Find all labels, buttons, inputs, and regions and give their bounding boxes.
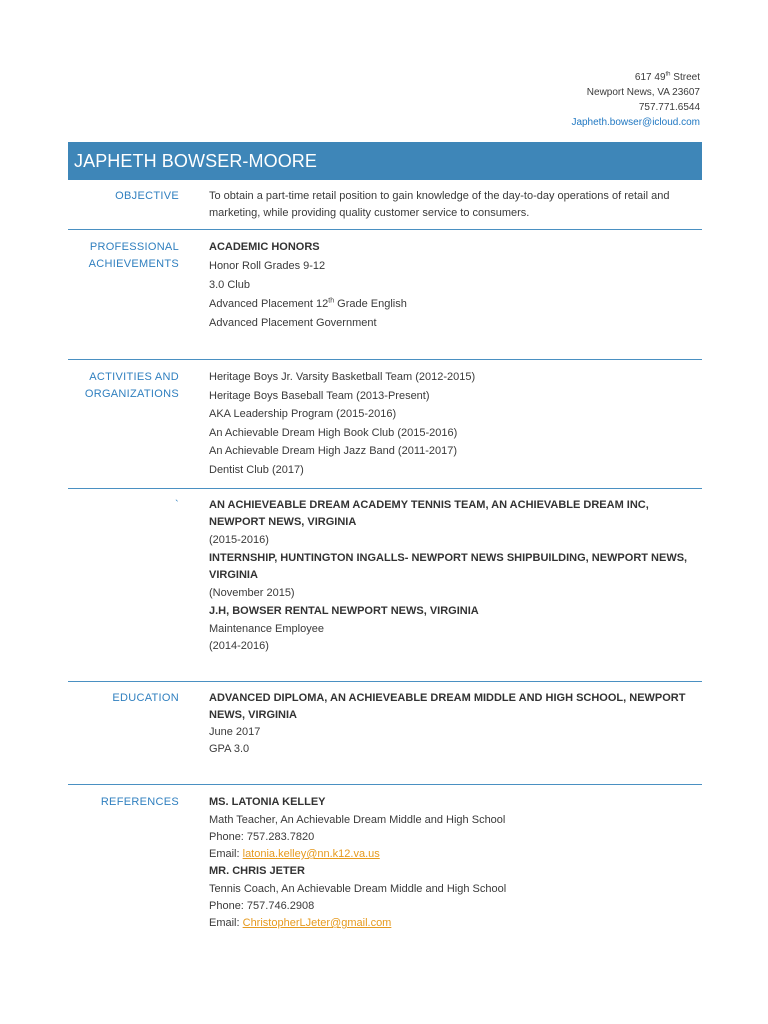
job-date: (2014-2016) <box>209 640 269 652</box>
job-title: J.H, BOWSER RENTAL NEWPORT NEWS, VIRGINIA <box>209 605 479 617</box>
references-label: REFERENCES <box>100 796 179 808</box>
reference-email-row: Email: ChristopherLJeter@gmail.com <box>209 917 392 929</box>
reference-email-link[interactable]: ChristopherLJeter@gmail.com <box>242 917 392 929</box>
academic-honors-heading: ACADEMIC HONORS <box>209 241 320 253</box>
experience-content <box>209 497 702 655</box>
section-divider <box>68 681 702 682</box>
achievements-content <box>209 239 702 332</box>
reference-phone: Phone: 757.283.7820 <box>209 831 315 843</box>
job-role: Maintenance Employee <box>209 623 324 635</box>
objective-label: OBJECTIVE <box>115 190 179 202</box>
reference-name: MR. CHRIS JETER <box>209 865 305 877</box>
objective-text: To obtain a part-time retail position to gain knowledge of the day-to-day operations of retail and marketing, while providing quality customer service to consumers. <box>209 190 670 219</box>
list-item: Heritage Boys Baseball Team (2013-Present) <box>209 389 430 402</box>
list-item: Advanced Placement Government <box>209 317 377 329</box>
activities-label: ACTIVITIES AND ORGANIZATIONS <box>84 371 179 400</box>
section-divider <box>68 229 702 230</box>
reference-email-link[interactable]: latonia.kelley@nn.k12.va.us <box>242 848 380 860</box>
reference-email-row: Email: latonia.kelley@nn.k12.va.us <box>209 848 380 860</box>
reference-title: Math Teacher, An Achievable Dream Middle and High School <box>209 814 506 826</box>
achievements-label: PROFESSIONAL ACHIEVEMENTS <box>88 241 179 270</box>
section-divider <box>68 359 702 360</box>
activities-content <box>209 369 702 479</box>
experience-label: ` <box>175 499 179 511</box>
contact-city: Newport News, VA 23607 <box>586 87 700 98</box>
job-title: AN ACHIEVEABLE DREAM ACADEMY TENNIS TEAM, AN ACHIEVABLE DREAM INC, NEWPORT NEWS, VIRGINIA <box>209 499 649 528</box>
list-item: Dentist Club (2017) <box>209 463 304 476</box>
degree-title: ADVANCED DIPLOMA, AN ACHIEVEABLE DREAM MIDDLE AND HIGH SCHOOL, NEWPORT NEWS, VIRGINIA <box>209 692 686 721</box>
contact-phone: 757.771.6544 <box>638 102 700 113</box>
section-divider <box>68 488 702 489</box>
contact-email-link[interactable]: Japheth.bowser@icloud.com <box>571 117 700 128</box>
graduation-date: June 2017 <box>209 726 261 738</box>
list-item: An Achievable Dream High Jazz Band (2011-2017) <box>209 445 458 457</box>
name-banner: JAPHETH BOWSER-MOORE <box>68 142 702 180</box>
contact-street: 617 49th Street <box>634 71 700 83</box>
list-item: Honor Roll Grades 9-12 <box>209 260 326 272</box>
reference-title: Tennis Coach, An Achievable Dream Middle and High School <box>209 883 507 895</box>
reference-phone: Phone: 757.746.2908 <box>209 900 315 912</box>
list-item: Heritage Boys Jr. Varsity Basketball Team (2012-2015) <box>209 371 476 383</box>
education-content <box>209 690 702 758</box>
education-label: EDUCATION <box>112 692 179 704</box>
job-date: (2015-2016) <box>209 534 269 546</box>
job-title: INTERNSHIP, HUNTINGTON INGALLS- NEWPORT NEWS SHIPBUILDING, NEWPORT NEWS, VIRGINIA <box>209 552 688 581</box>
reference-name: MS. LATONIA KELLEY <box>209 796 326 808</box>
section-divider <box>68 784 702 785</box>
gpa: GPA 3.0 <box>209 743 250 755</box>
contact-block <box>571 70 700 130</box>
list-item: AKA Leadership Program (2015-2016) <box>209 408 397 420</box>
list-item: 3.0 Club <box>209 279 250 291</box>
references-content <box>209 794 702 932</box>
list-item: Advanced Placement 12th Grade English <box>209 297 407 310</box>
job-date: (November 2015) <box>209 587 295 599</box>
list-item: An Achievable Dream High Book Club (2015-2016) <box>209 426 458 439</box>
